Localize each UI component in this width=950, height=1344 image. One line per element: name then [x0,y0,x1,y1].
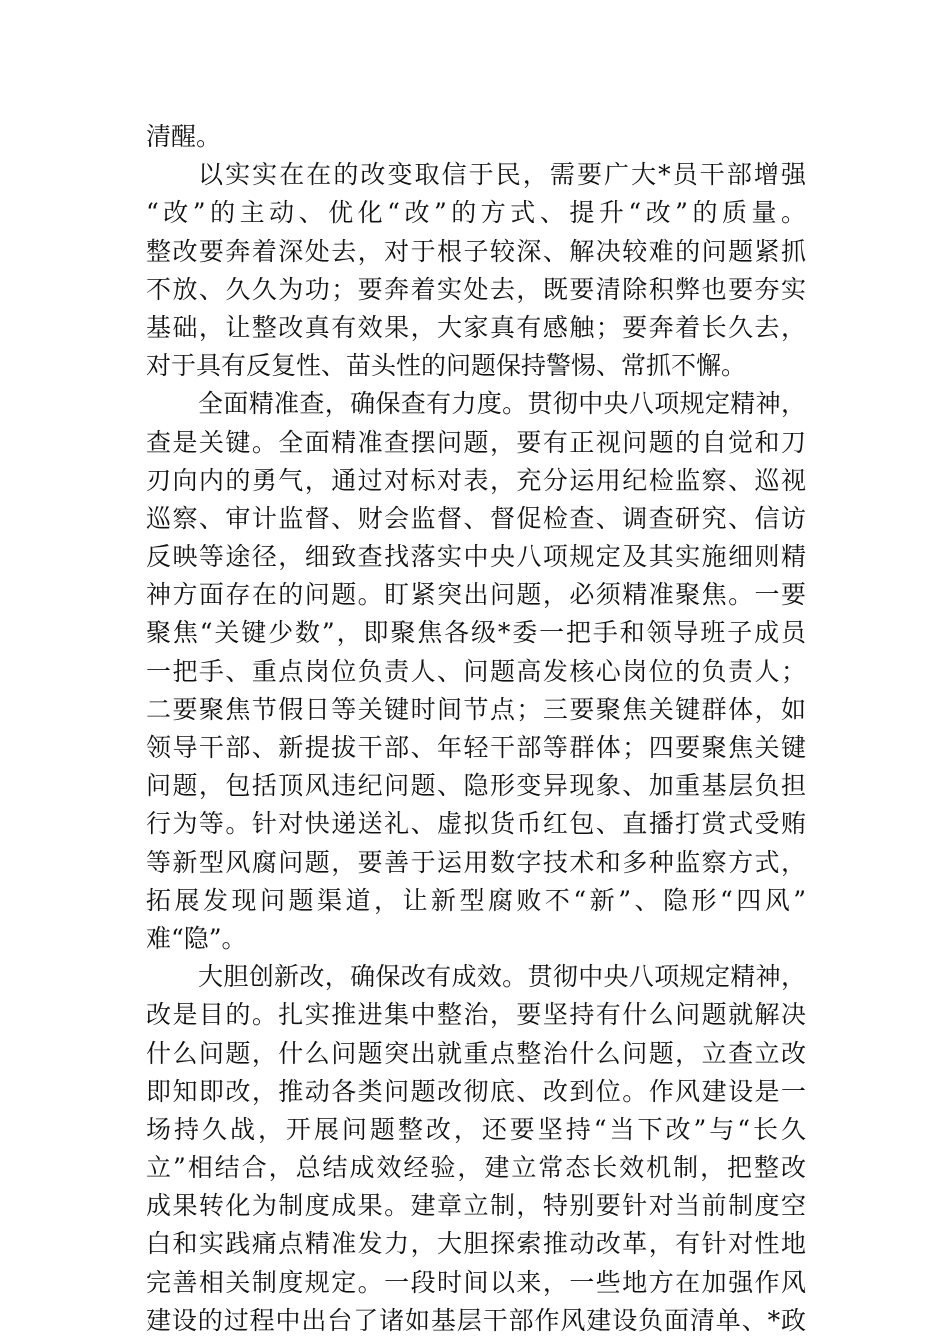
text-line: 整改要奔着深处去，对于根子较深、解决较难的问题紧抓 [146,236,806,266]
text-line: 查是关键。全面精准查摆问题，要有正视问题的自觉和刀 [146,427,806,457]
paragraph [146,385,806,958]
text-line: 完善相关制度规定。一段时间以来，一些地方在加强作风 [146,1267,806,1297]
paragraph [146,118,806,156]
text-line: 行为等。针对快递送礼、虚拟货币红包、直播打赏式受贿 [146,809,806,839]
text-line: 即知即改，推动各类问题改彻底、改到位。作风建设是一 [146,1076,806,1106]
text-line: 难“隐”。 [146,923,247,953]
text-line: 对于具有反复性、苗头性的问题保持警惕、常抓不懈。 [146,351,747,381]
text-line: 立”相结合，总结成效经验，建立常态长效机制，把整改 [146,1153,806,1183]
text-line: 全面精准查，确保查有力度。贯彻中央八项规定精神， [198,389,806,419]
text-line: 大胆创新改，确保改有成效。贯彻中央八项规定精神， [198,962,806,992]
text-line: “改”的主动、优化“改”的方式、提升“改”的质量。 [146,198,806,228]
text-line: 领导干部、新提拔干部、年轻干部等群体；四要聚焦关键 [146,733,806,762]
text-line: 反映等途径，细致查找落实中央八项规定及其实施细则精 [146,542,806,572]
paragraph [146,156,806,385]
text-line: 什么问题，什么问题突出就重点整治什么问题，立查立改 [146,1038,806,1068]
text-line: 场持久战，开展问题整改，还要坚持“当下改”与“长久 [146,1114,806,1144]
text-line: 拓展发现问题渠道，让新型腐败不“新”、隐形“四风” [146,885,806,915]
text-line: 神方面存在的问题。盯紧突出问题，必须精准聚焦。一要 [146,580,806,610]
text-line: 一把手、重点岗位负责人、问题高发核心岗位的负责人； [146,656,806,686]
text-line: 成果转化为制度成果。建章立制，特别要针对当前制度空 [146,1191,806,1221]
text-line: 不放、久久为功；要奔着实处去，既要清除积弊也要夯实 [146,274,806,304]
text-line: 巡察、审计监督、财会监督、督促检查、调查研究、信访 [146,503,806,533]
text-line: 聚焦“关键少数”，即聚焦各级*委一把手和领导班子成员 [146,618,806,648]
text-line: 问题，包括顶风违纪问题、隐形变异现象、加重基层负担 [146,771,806,801]
text-line: 白和实践痛点精准发力，大胆探索推动改革，有针对性地 [146,1229,806,1259]
text-line: 刃向内的勇气，通过对标对表，充分运用纪检监察、巡视 [146,465,806,495]
paragraph [146,958,806,1340]
text-line: 基础，让整改真有效果，大家真有感触；要奔着长久去， [146,312,806,342]
text-line: 等新型风腐问题，要善于运用数字技术和多种监察方式， [146,847,806,877]
text-line: 以实实在在的改变取信于民，需要广大*员干部增强 [198,160,806,190]
text-line: 二要聚焦节假日等关键时间节点；三要聚焦关键群体，如 [146,694,806,724]
document-body [146,118,806,1340]
text-line: 改是目的。扎实推进集中整治，要坚持有什么问题就解决 [146,1000,806,1030]
text-line: 清醒。 [146,122,222,151]
text-line: 建设的过程中出台了诸如基层干部作风建设负面清单、*政 [146,1305,806,1335]
